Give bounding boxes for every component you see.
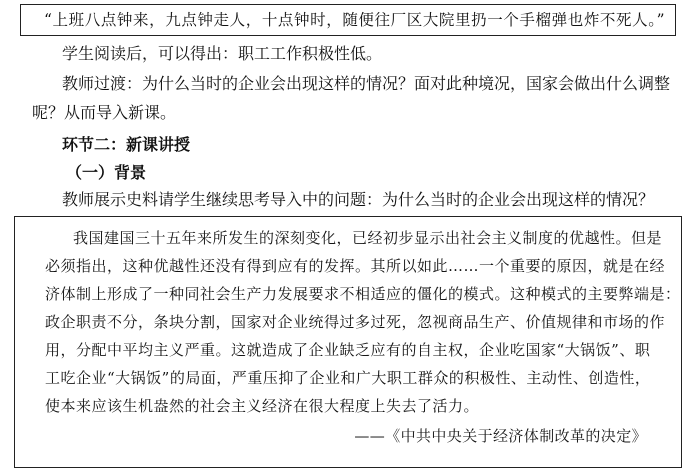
teacher-display-text: 教师展示史料请学生继续思考导入中的问题：为什么当时的企业会出现这样的情况？ <box>62 190 655 209</box>
quote-line-3: 济体制上形成了一种同社会生产力发展要求不相适应的僵化的模式。这种模式的主要弊端是： <box>45 285 681 303</box>
historical-source-box <box>14 216 682 468</box>
teacher-transition-line-2: 呢？从而导入新课。 <box>32 103 177 122</box>
quote-line-1: 我国建国三十五年来所发生的深刻变化，已经初步显示出社会主义制度的优越性。但是 <box>73 229 663 247</box>
student-conclusion: 学生阅读后，可以得出：职工工作积极性低。 <box>62 44 383 63</box>
section-heading: 环节二：新课讲授 <box>62 135 191 154</box>
quote-line-7: 使本来应该生机盎然的社会主义经济在很大程度上失去了活力。 <box>45 397 480 415</box>
top-quote-text: “上班八点钟来，九点钟走人，十点钟时，随便往厂区大院里扔一个手榴弹也炸不死人。” <box>44 11 666 29</box>
quote-line-6: 工吃企业“大锅饭”的局面，严重压抑了企业和广大职工群众的积极性、主动性、创造性， <box>45 369 651 387</box>
quote-line-4: 政企职责不分，条块分割，国家对企业统得过多过死，忽视商品生产、价值规律和市场的作 <box>45 313 666 331</box>
subsection-heading: （一）背景 <box>66 163 147 182</box>
teacher-transition-line-1: 教师过渡：为什么当时的企业会出现这样的情况？面对此种境况，国家会做出什么调整 <box>62 74 671 93</box>
quote-source-citation: ——《中共中央关于经济体制改革的决定》 <box>354 427 647 445</box>
quote-line-5: 用，分配中平均主义严重。这就造成了企业缺乏应有的自主权，企业吃国家“大锅饭”、职 <box>45 341 651 359</box>
quote-line-2: 必须指出，这种优越性还没有得到应有的发挥。其所以如此……一个重要的原因，就是在经 <box>45 257 666 275</box>
